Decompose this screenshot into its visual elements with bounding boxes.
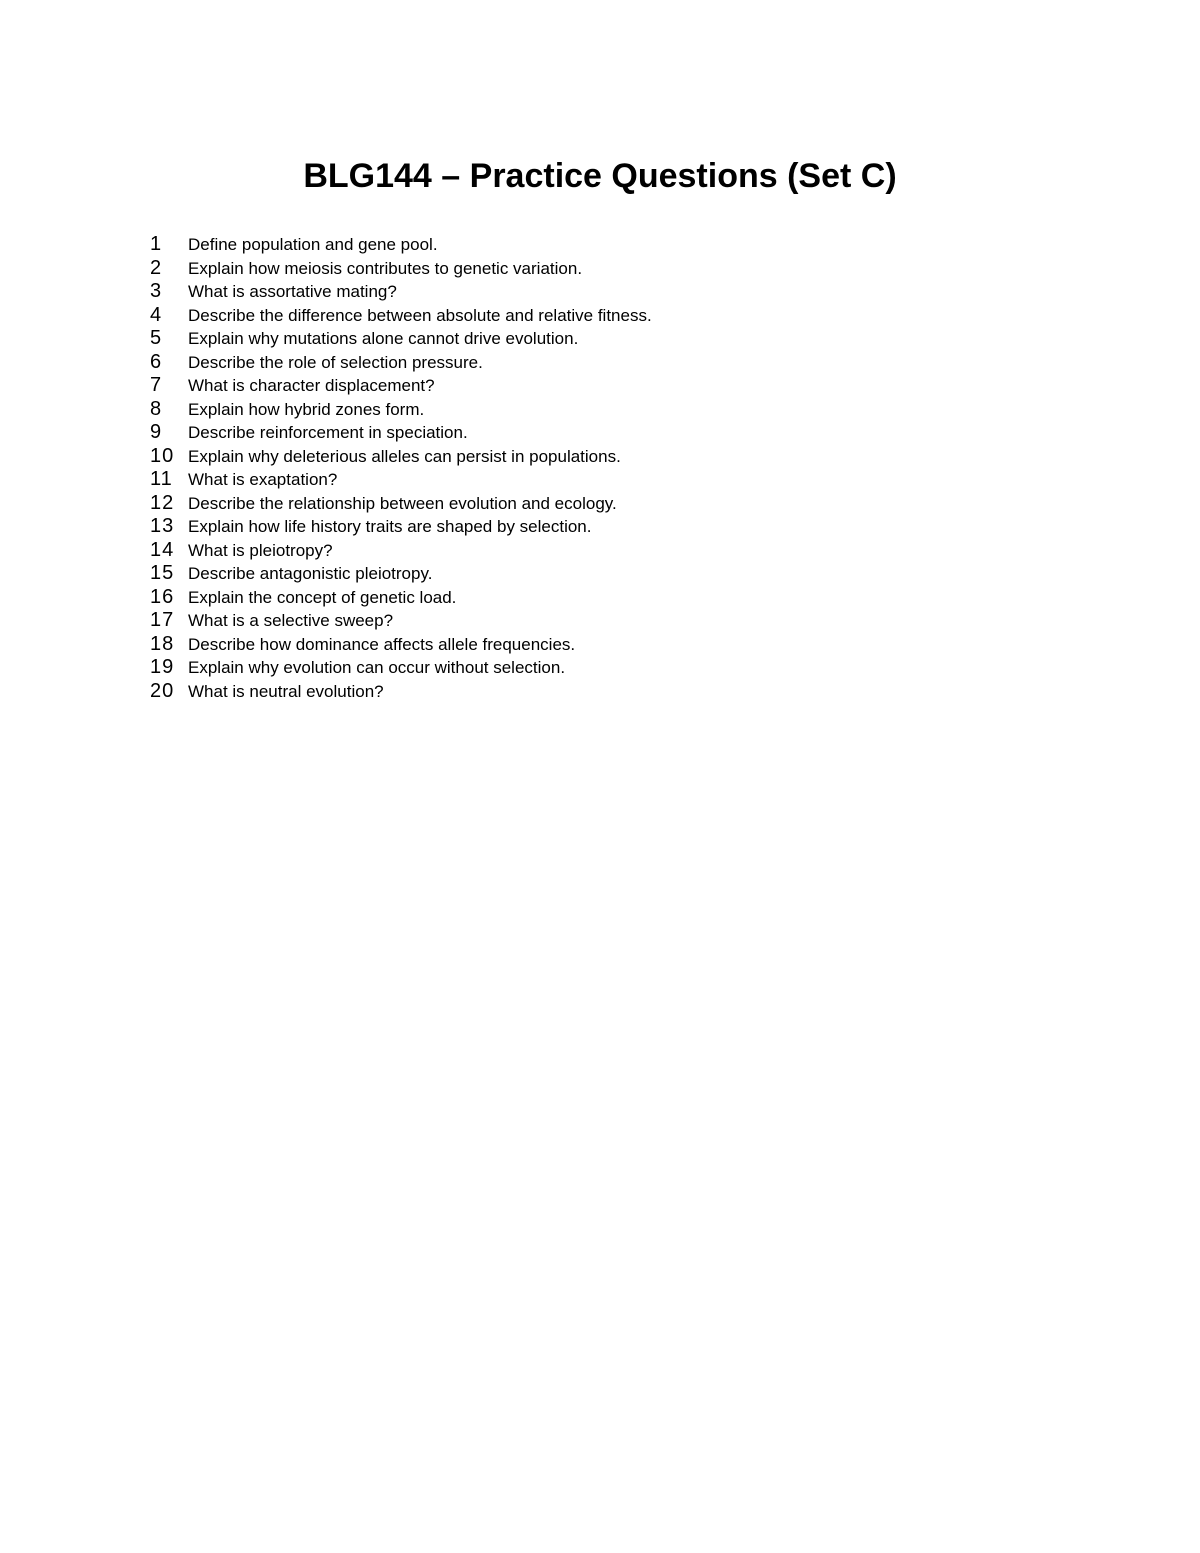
question-number: 13 bbox=[150, 515, 175, 537]
list-item bbox=[150, 680, 1050, 704]
question-text: What is character displacement? bbox=[188, 376, 435, 395]
question-text: Describe the relationship between evolution and ecology. bbox=[188, 493, 617, 513]
list-item bbox=[150, 374, 1050, 398]
question-text: Explain why mutations alone cannot drive evolution. bbox=[188, 329, 579, 348]
question-number: 16 bbox=[150, 585, 175, 608]
question-text: What is neutral evolution? bbox=[188, 681, 384, 701]
question-number: 7 bbox=[150, 374, 163, 396]
question-text: Explain how hybrid zones form. bbox=[188, 399, 425, 419]
page-title: BLG144 – Practice Questions (Set C) bbox=[303, 157, 897, 195]
question-number: 14 bbox=[150, 538, 175, 561]
list-item bbox=[150, 351, 1050, 375]
list-item bbox=[150, 468, 1050, 492]
list-item bbox=[150, 445, 1050, 469]
question-number: 3 bbox=[150, 280, 163, 302]
question-text: What is pleiotropy? bbox=[188, 540, 333, 560]
question-number: 20 bbox=[150, 679, 175, 702]
question-text: Describe how dominance affects allele frequencies. bbox=[188, 634, 576, 654]
list-item bbox=[150, 257, 1050, 281]
list-item bbox=[150, 421, 1050, 445]
list-item bbox=[150, 492, 1050, 516]
list-item bbox=[150, 515, 1050, 539]
list-item bbox=[150, 656, 1050, 680]
question-text: What is exaptation? bbox=[188, 470, 338, 489]
question-text: Describe the role of selection pressure. bbox=[188, 352, 483, 372]
list-item bbox=[150, 586, 1050, 610]
question-text: Explain how meiosis contributes to genetic variation. bbox=[188, 258, 583, 278]
list-item bbox=[150, 539, 1050, 563]
question-text: Describe antagonistic pleiotropy. bbox=[188, 564, 433, 583]
question-text: Define population and gene pool. bbox=[188, 235, 438, 254]
question-text: Describe the difference between absolute and relative fitness. bbox=[188, 305, 652, 325]
question-number: 2 bbox=[150, 256, 163, 279]
question-number: 11 bbox=[150, 468, 173, 490]
question-number: 6 bbox=[150, 350, 163, 373]
question-text: Explain how life history traits are shaped by selection. bbox=[188, 517, 592, 536]
list-item bbox=[150, 327, 1050, 351]
question-number: 4 bbox=[150, 303, 163, 326]
question-number: 1 bbox=[150, 233, 163, 255]
list-item bbox=[150, 609, 1050, 633]
question-number: 18 bbox=[150, 632, 175, 655]
question-text: Explain the concept of genetic load. bbox=[188, 587, 457, 607]
list-item bbox=[150, 233, 1050, 257]
question-number: 15 bbox=[150, 562, 175, 584]
list-item bbox=[150, 398, 1050, 422]
question-number: 19 bbox=[150, 656, 175, 678]
list-item bbox=[150, 633, 1050, 657]
list-item bbox=[150, 280, 1050, 304]
question-number: 12 bbox=[150, 491, 175, 514]
question-number: 17 bbox=[150, 609, 175, 631]
question-number: 10 bbox=[150, 444, 175, 467]
question-text: What is a selective sweep? bbox=[188, 611, 394, 630]
question-number: 8 bbox=[150, 397, 163, 420]
question-text: Describe reinforcement in speciation. bbox=[188, 423, 468, 442]
list-item bbox=[150, 562, 1050, 586]
question-number: 5 bbox=[150, 327, 163, 349]
list-item bbox=[150, 304, 1050, 328]
question-text: Explain why deleterious alleles can persist in populations. bbox=[188, 446, 621, 466]
question-number: 9 bbox=[150, 421, 163, 443]
question-list bbox=[150, 233, 1050, 703]
question-text: What is assortative mating? bbox=[188, 282, 397, 301]
question-text: Explain why evolution can occur without selection. bbox=[188, 658, 566, 677]
